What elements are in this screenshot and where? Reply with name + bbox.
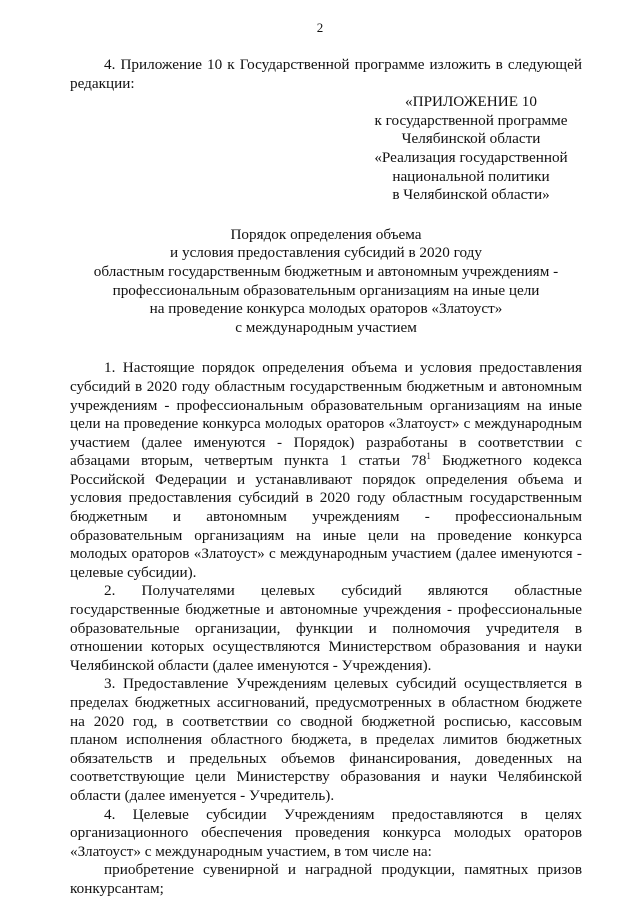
- paragraph-1: [70, 359, 582, 582]
- paragraph-5: приобретение сувенирной и наградной продукции, памятных призов конкурсантам;: [70, 861, 582, 897]
- appendix-line: «Реализация государственной: [374, 148, 568, 166]
- title-line: и условия предоставления субсидий в 2020 году: [170, 244, 482, 262]
- appendix-line: к государственной программе: [374, 111, 568, 129]
- paragraph-1-text-a: 1. Настоящие порядок определения объема и условия предоставления субсидий в 2020 году областным государственным бюджетным и автономным учреждениям - профессиональным образовательным организациям на иные цели на проведение конкурса молодых ораторов «Златоуст» с международным участием (далее именуются - Порядок) разработаны в соответствии с абзацами вторым, четвертым пункта 1 статьи 78: [70, 359, 582, 470]
- title-line: с международным участием: [235, 318, 417, 336]
- appendix-line: «ПРИЛОЖЕНИЕ 10: [405, 93, 537, 111]
- page-number: 2: [316, 20, 324, 35]
- appendix-line: национальной политики: [392, 167, 550, 185]
- paragraph-4: 4. Целевые субсидии Учреждениям предоставляются в целях организационного обеспечения проведения конкурса молодых ораторов «Златоуст» с международным участием, в том числе на:: [70, 805, 582, 860]
- article-superscript: 1: [426, 451, 431, 462]
- title-line: на проведение конкурса молодых ораторов «Златоуст»: [149, 300, 503, 318]
- document-body: [70, 56, 582, 899]
- title-line: Порядок определения объема: [230, 225, 422, 243]
- title-line: областным государственным бюджетным и автономным учреждениям -: [93, 262, 559, 280]
- paragraph-1-text-b: Бюджетного кодекса Российской Федерации и устанавливают порядок определения объема и условия предоставления субсидий в 2020 году областным государственным бюджетным и автономным учреждениям - профессиональным образовательным организациям на иные цели на проведение конкурса молодых ораторов «Златоуст» с международным участием (далее именуются - целевые субсидии).: [70, 452, 582, 581]
- appendix-line: Челябинской области: [401, 130, 541, 148]
- intro-paragraph: 4. Приложение 10 к Государственной программе изложить в следующей редакции:: [70, 56, 582, 92]
- paragraph-3: 3. Предоставление Учреждениям целевых субсидий осуществляется в пределах бюджетных ассигнований, предусмотренных в областном бюджете на 2020 год, в соответствии со сводной бюджетной росписью, кассовым планом исполнения областного бюджета, в пределах лимитов бюджетных обязательств и предельных объемов финансирования, доведенных на соответствующие цели Министерству образования и науки Челябинской области (далее именуется - Учредитель).: [70, 675, 582, 804]
- title-line: профессиональным образовательным организациям на иные цели: [112, 281, 540, 299]
- paragraph-2: 2. Получателями целевых субсидий являются областные государственные бюджетные и автономные учреждения - профессиональные образовательные организации, функции и полномочия учредителя в отношении которых осуществляются Министерством образования и науки Челябинской области (далее именуются - Учреждения).: [70, 582, 582, 674]
- appendix-line: в Челябинской области»: [392, 186, 550, 204]
- appendix-header: [358, 93, 584, 205]
- document-title: [70, 226, 582, 338]
